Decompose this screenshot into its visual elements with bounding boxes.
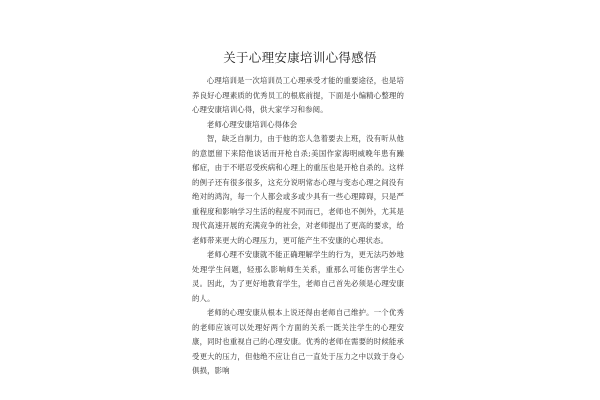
body-paragraph: 老师心理不安康就不能正确理解学生的行为，更无法巧妙地处理学生问题，轻那么影响师生关系，重那么可能伤害学生心灵。因此，为了更好地教育学生，老师自己首先必须是心理安康的人。	[192, 250, 404, 303]
section-heading: 老师心理安康培训心得体会	[206, 119, 298, 129]
document-title: 关于心理安康培训心得感悟	[223, 50, 377, 65]
body-paragraph: 智，缺乏自制力，由于他的恋人急着要去上班，没有听从他的意愿留下来陪他谈话而开枪自杀;美国作家海明威晚年患有躁郁症，由于不堪忍受疾病和心理上的重压也是开枪自杀的。这样的例子还有很多很多，这充分说明常态心理与变态心理之间没有绝对的鸿沟，每一个人都会或多或少具有一些心理障碍，只是严重程度和影响学习生活的程度不同而已，老师也不例外，尤其是现代高速开展的充满竞争的社会，对老师提出了更高的要求，给老师带来更大的心理压力，更可能产生不安康的心理状态。	[192, 134, 404, 245]
body-paragraph: 老师的心理安康从根本上说还得由老师自己维护。一个优秀的老师应该可以处理好两个方面的关系一既关注学生的心理安康，同时也重视自己的心理安康。优秀的老师在需要的时候能承受更大的压力，但他绝不应让自己一直处于压力之中以致于身心俱损，影响	[192, 308, 404, 375]
document-body	[192, 74, 404, 379]
intro-paragraph: 心理培训是一次培训员工心理承受才能的重要途径，也是培养良好心理素质的优秀员工的根底前提，下面是小编精心整理的心理安康培训心得，供大家学习和参阅。	[192, 76, 404, 114]
